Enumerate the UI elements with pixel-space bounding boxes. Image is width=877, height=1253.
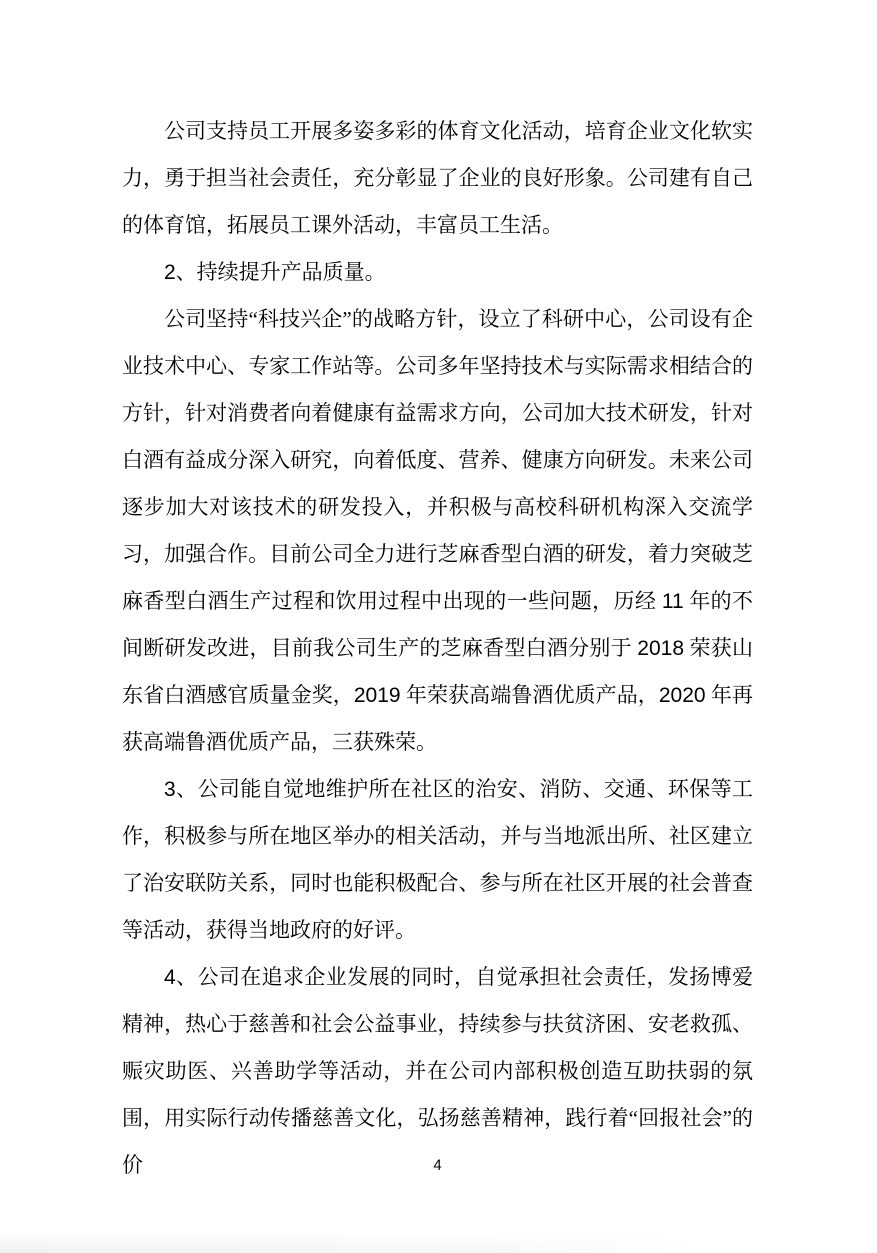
paragraph-heading-product-quality: 2、持续提升产品质量。 xyxy=(164,260,386,284)
paragraph-employee-culture: 公司支持员工开展多姿多彩的体育文化活动，培育企业文化软实力，勇于担当社会责任，充分彰显了企业的良好形象。公司建有自己的体育馆，拓展员工课外活动，丰富员工生活。 xyxy=(122,119,753,237)
document-body xyxy=(122,108,753,1189)
page-number: 4 xyxy=(433,1158,442,1174)
page-bottom-shadow xyxy=(0,1231,877,1253)
paragraph-community-work: 3、公司能自觉地维护所在社区的治安、消防、交通、环保等工作，积极参与所在地区举办的相关活动，并与当地派出所、社区建立了治安联防关系，同时也能积极配合、参与所在社区开展的社会普查等活动，获得当地政府的好评。 xyxy=(122,777,753,942)
paragraph-social-responsibility: 4、公司在追求企业发展的同时，自觉承担社会责任，发扬博爱精神，热心于慈善和社会公益事业，持续参与扶贫济困、安老救孤、赈灾助医、兴善助学等活动，并在公司内部积极创造互助扶弱的氛围，用实际行动传播慈善文化，弘扬慈善精神，践行着“回报社会”的价 xyxy=(122,965,753,1177)
paragraph-tech-research: 公司坚持“科技兴企”的战略方针，设立了科研中心，公司设有企业技术中心、专家工作站等。公司多年坚持技术与实际需求相结合的方针，针对消费者向着健康有益需求方向，公司加大技术研发，针对白酒有益成分深入研究，向着低度、营养、健康方向研发。未来公司逐步加大对该技术的研发投入，并积极与高校科研机构深入交流学习，加强合作。目前公司全力进行芝麻香型白酒的研发，着力突破芝麻香型白酒生产过程和饮用过程中出现的一些问题，历经 11 年的不间断研发改进，目前我公司生产的芝麻香型白酒分别于 2018 荣获山东省白酒感官质量金奖，2019 年荣获高端鲁酒优质产品，2020 年再获高端鲁酒优质产品，三获殊荣。 xyxy=(122,307,753,754)
